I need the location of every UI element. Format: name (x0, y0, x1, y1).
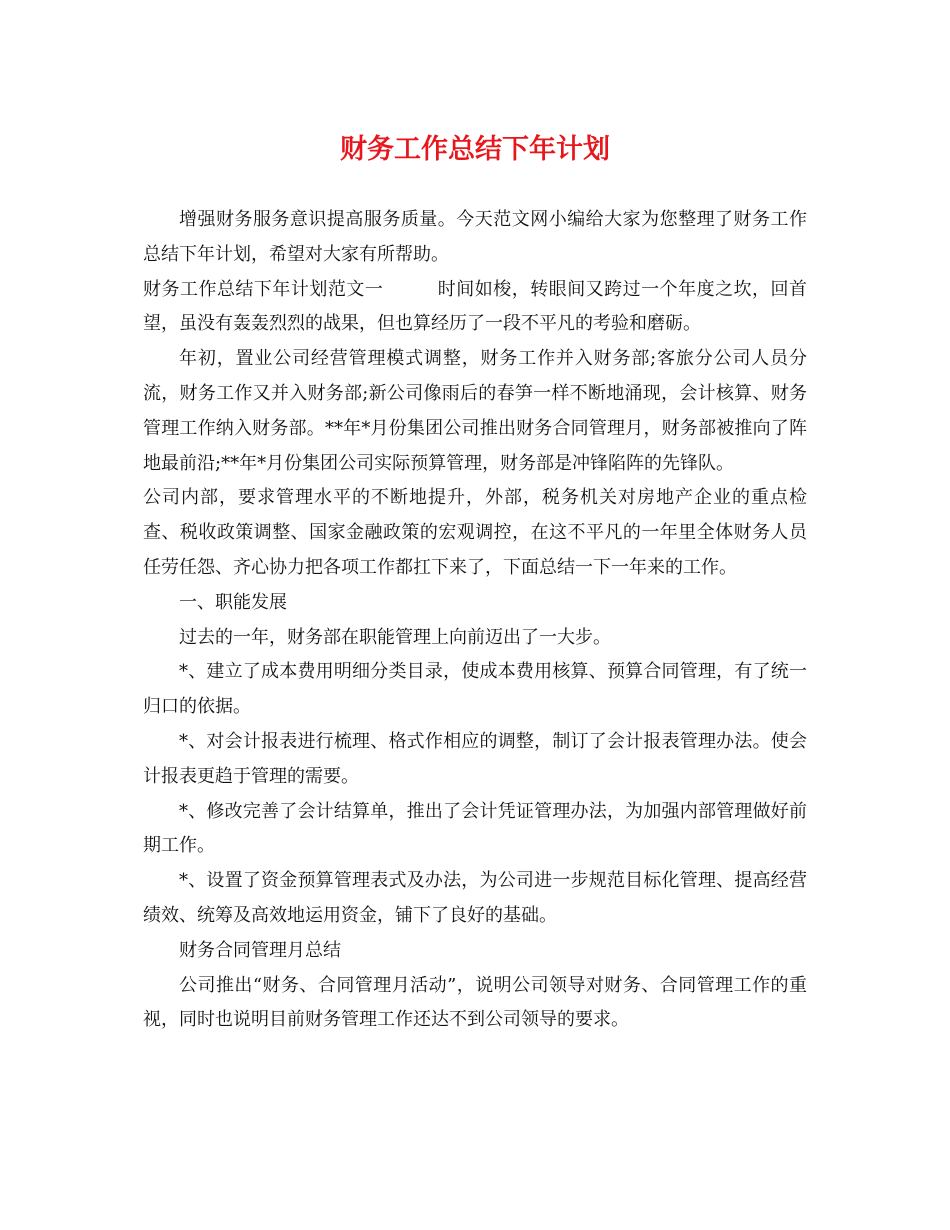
list-item-report-format: *、对会计报表进行梳理、格式作相应的调整，制订了会计报表管理办法。使会计报表更趋于管理的需要。 (143, 730, 807, 787)
section-heading-functions: 一、职能发展 (179, 591, 287, 613)
list-item-settlement: *、修改完善了会计结算单，推出了会计凭证管理办法，为加强内部管理做好前期工作。 (143, 800, 807, 857)
section-heading-contract-month: 财务合同管理月总结 (179, 939, 341, 961)
paragraph-intro: 增强财务服务意识提高服务质量。今天范文网小编给大家为您整理了财务工作总结下年计划，希望对大家有所帮助。 (143, 209, 807, 265)
paragraph-internal-external: 公司内部，要求管理水平的不断地提升，外部，税务机关对房地产企业的重点检查、税收政策调整、国家金融政策的宏观调控，在这不平凡的一年里全体财务人员任劳任怨、齐心协力把各项工作都扛下来了，下面总结一下一年来的工作。 (143, 487, 807, 578)
paragraph-year-start: 年初，置业公司经营管理模式调整，财务工作并入财务部;客旅分公司人员分流，财务工作又并入财务部;新公司像雨后的春笋一样不断地涌现，会计核算、财务管理工作纳入财务部。**年*月份集团公司推出财务合同管理月，财务部被推向了阵地最前沿;**年*月份集团公司实际预算管理，财务部是冲锋陷阵的先锋队。 (143, 348, 807, 474)
sample-heading: 财务工作总结下年计划范文一 (143, 278, 384, 300)
list-item-cost-catalog: *、建立了成本费用明细分类目录，使成本费用核算、预算合同管理，有了统一归口的依据。 (143, 661, 807, 718)
paragraph-contract-month: 公司推出“财务、合同管理月活动”，说明公司领导对财务、合同管理工作的重视，同时也说明目前财务管理工作还达不到公司领导的要求。 (143, 974, 807, 1031)
paragraph-past-year: 过去的一年，财务部在职能管理上向前迈出了一大步。 (179, 626, 611, 648)
paragraph-sample-one (143, 273, 807, 343)
document-body (143, 203, 807, 1038)
list-item-budget: *、设置了资金预算管理表式及办法，为公司进一步规范目标化管理、提高经营绩效、统筹及高效地运用资金，铺下了良好的基础。 (143, 870, 807, 926)
document-title: 财务工作总结下年计划 (340, 134, 610, 165)
sample-opening-text: 时间如梭，转眼间又跨过一个年度之坎，回首望，虽没有轰轰烈烈的战果，但也算经历了一段不平凡的考验和磨砺。 (143, 278, 808, 335)
